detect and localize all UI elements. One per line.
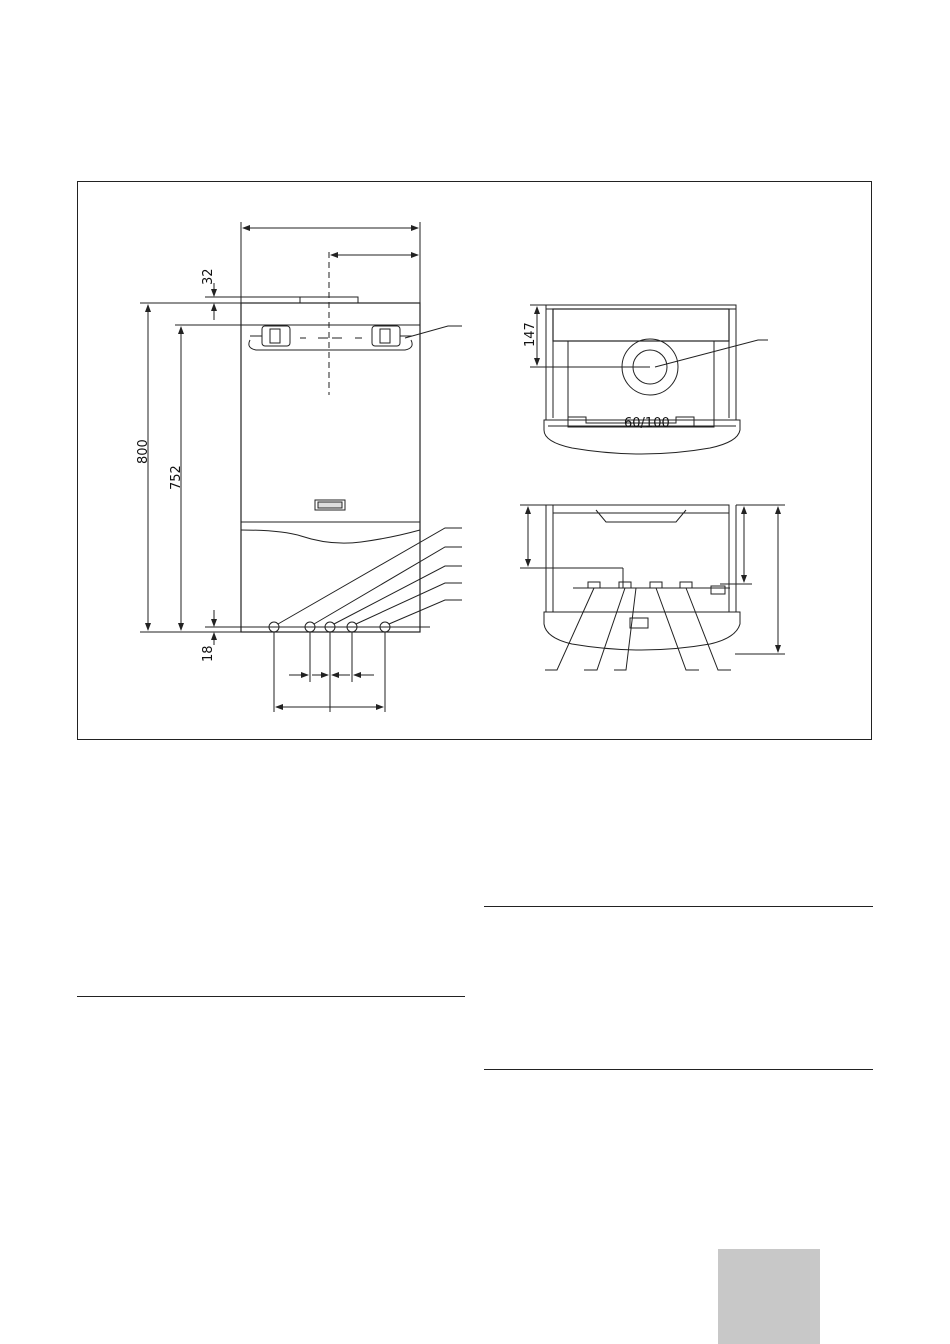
bottom-view [520, 505, 785, 670]
dim-height-bracket: 752 [169, 465, 184, 490]
dim-top-offset: 32 [201, 268, 216, 285]
divider-right-2 [484, 1069, 873, 1070]
dim-bottom-offset: 18 [201, 645, 216, 662]
page-tab [718, 1249, 820, 1344]
dim-height-total: 800 [136, 439, 151, 464]
flue-label: 60/100 [624, 416, 670, 431]
divider-left-1 [77, 996, 465, 997]
dim-flue-offset: 147 [523, 322, 538, 347]
boiler-casing [241, 303, 420, 632]
top-view [530, 305, 768, 454]
top-view-mount [553, 309, 729, 341]
front-view [140, 222, 462, 712]
divider-right-1 [484, 906, 873, 907]
